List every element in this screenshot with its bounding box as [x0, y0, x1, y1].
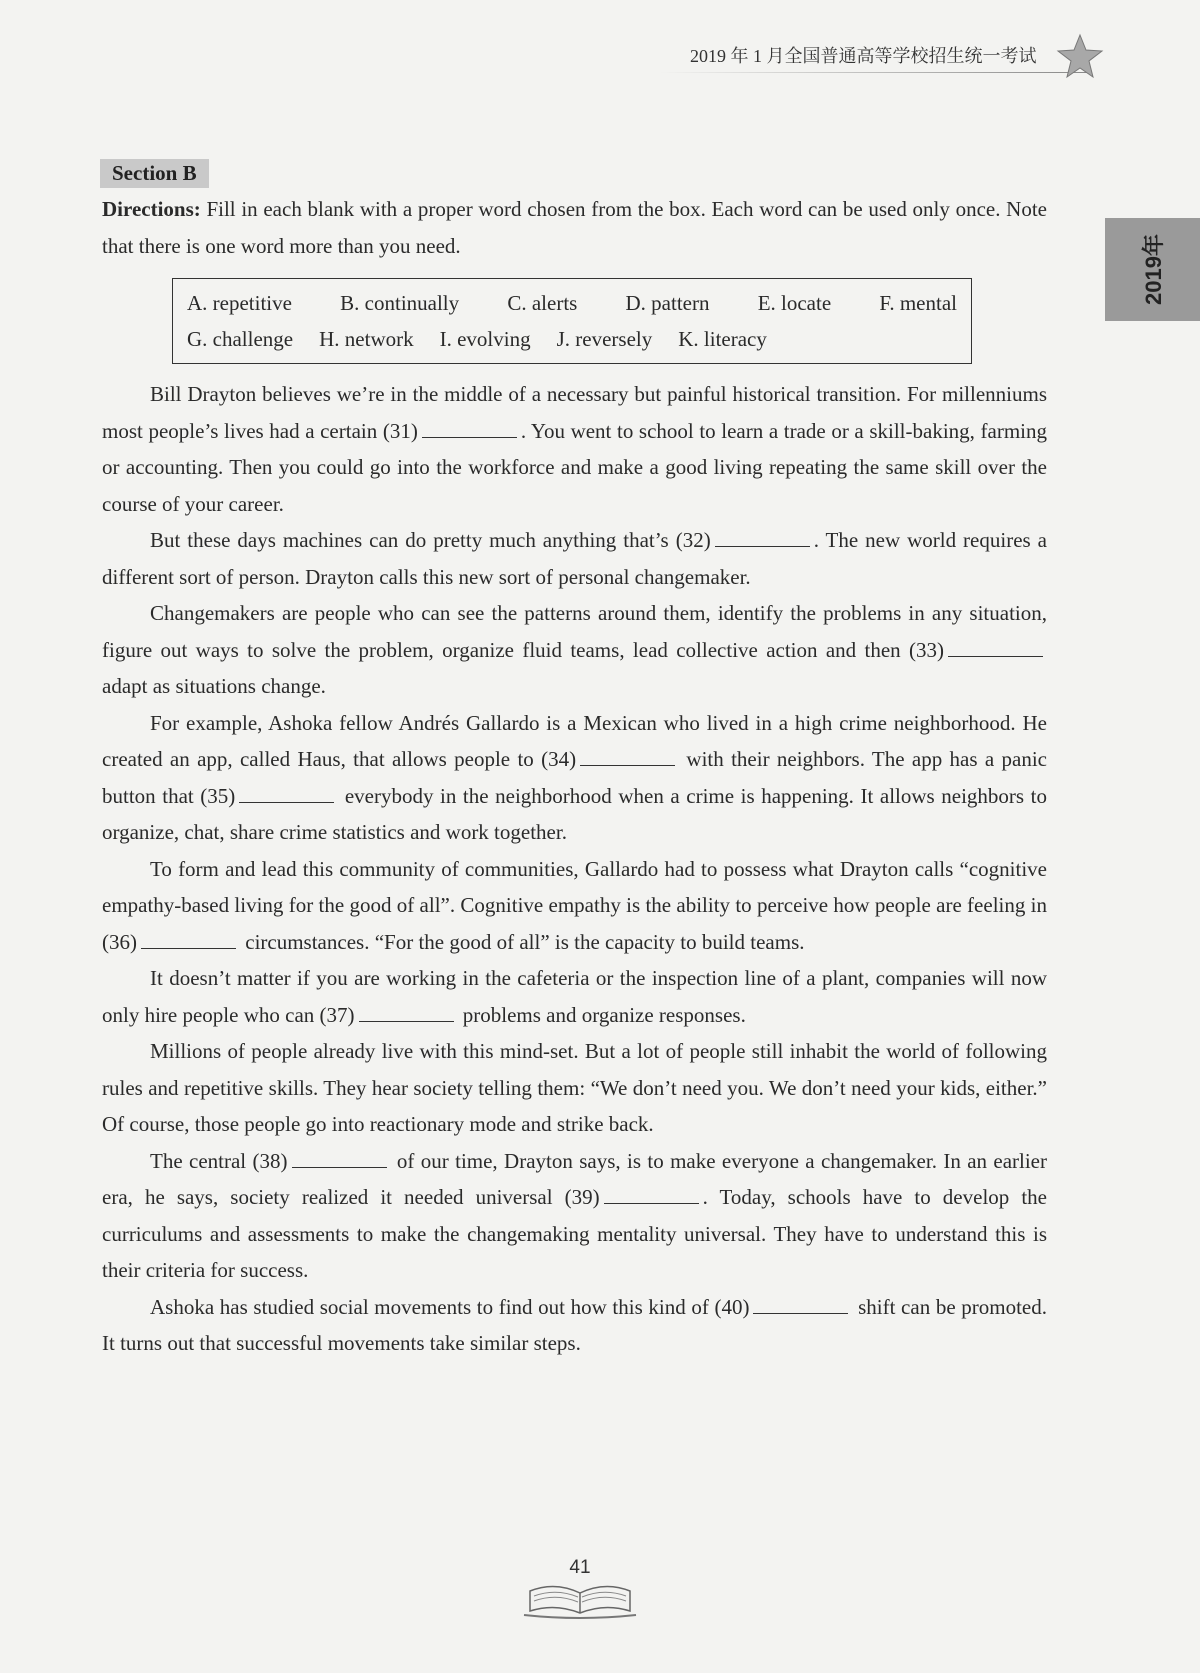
- word-option: A. repetitive: [187, 291, 292, 315]
- year-side-tab-label: 2019年: [1140, 234, 1166, 305]
- blank-number-35: (35): [200, 783, 236, 808]
- text: of our time, Drayton says, is to make everyone a changemaker. In an earlier era, he says, society realized it needed universal: [102, 1148, 1047, 1209]
- text: adapt as situations change.: [102, 674, 326, 698]
- blank-36[interactable]: [141, 930, 236, 949]
- word-box: [172, 278, 972, 364]
- blank-number-39: (39): [564, 1185, 600, 1209]
- blank-number-38: (38): [252, 1148, 288, 1173]
- paragraph-8: [102, 1143, 1047, 1289]
- text: shift can be promoted. It turns out that successful movements take similar steps.: [102, 1294, 1048, 1355]
- word-option: G. challenge: [187, 327, 294, 351]
- text: Changemakers are people who can see the patterns around them, identify the problems in any situation, figure out ways to solve the problem, organize fluid teams, lead collective action and then: [102, 601, 1047, 662]
- blank-35[interactable]: [239, 784, 334, 803]
- text: . The new world requires a different sort of person. Drayton calls this new sort of personal changemaker.: [102, 528, 1047, 589]
- word-row-1: [187, 285, 957, 321]
- word-option: F. mental: [879, 291, 957, 315]
- header-rule: [660, 72, 1090, 73]
- word-row-2: [187, 321, 957, 357]
- text: It doesn’t matter if you are working in the cafeteria or the inspection line of a plant, companies will now only hire people who can: [102, 966, 1047, 1027]
- paragraph-5: [102, 851, 1047, 961]
- blank-number-40: (40): [714, 1294, 750, 1319]
- paragraph-4: [102, 705, 1047, 851]
- word-option: K. literacy: [678, 327, 767, 351]
- word-option: I. evolving: [439, 327, 531, 351]
- blank-38[interactable]: [292, 1149, 387, 1168]
- text: with their neighbors. The app has a panic button that: [102, 747, 1047, 808]
- paragraph-2: [102, 522, 1047, 595]
- blank-number-32: (32): [675, 528, 711, 552]
- blank-number-37: (37): [319, 1002, 355, 1027]
- page-number: 41: [569, 1557, 591, 1578]
- text: circumstances. “For the good of all” is the capacity to build teams.: [240, 929, 805, 954]
- text: Ashoka has studied social movements to find out how this kind of: [150, 1294, 715, 1319]
- blank-number-31: (31): [382, 418, 418, 443]
- word-option: B. continually: [340, 291, 460, 315]
- word-option: C. alerts: [507, 291, 578, 315]
- paragraph-3: [102, 595, 1047, 705]
- blank-number-36: (36): [102, 929, 137, 954]
- word-option: E. locate: [757, 291, 832, 315]
- word-option: H. network: [319, 327, 414, 351]
- text: For example, Ashoka fellow Andrés Gallardo is a Mexican who lived in a high crime neighborhood. He created an app, called Haus, that allows people to: [102, 710, 1047, 771]
- blank-37[interactable]: [359, 1003, 454, 1022]
- blank-40[interactable]: [753, 1295, 848, 1314]
- blank-number-34: (34): [541, 747, 577, 771]
- paragraph-9: [102, 1289, 1047, 1362]
- open-book-icon: [520, 1581, 640, 1621]
- text: . You went to school to learn a trade or a skill-baking, farming or accounting. Then you could go into the workforce and make a good living repeating the same skill over the course of your career.: [102, 418, 1047, 516]
- directions-text: Fill in each blank with a proper word chosen from the box. Each word can be used only once. Note that there is one word more than you need.: [102, 197, 1047, 258]
- text: Bill Drayton believes we’re in the middle of a necessary but painful historical transition. For millenniums most people’s lives had a certain: [102, 382, 1047, 443]
- text: The central: [150, 1148, 253, 1173]
- paragraph-7: Millions of people already live with this mind-set. But a lot of people still inhabit the world of following rules and repetitive skills. They hear society telling them: “We don’t need you. We don’t need your kids, either.” Of course, those people go into reactionary mode and strike back.: [102, 1039, 1047, 1136]
- paragraph-1: [102, 376, 1047, 522]
- blank-39[interactable]: [604, 1185, 699, 1204]
- word-option: D. pattern: [625, 291, 710, 315]
- blank-number-33: (33): [909, 637, 944, 662]
- blank-33[interactable]: [948, 638, 1043, 657]
- directions: [102, 191, 1047, 264]
- main-content: [102, 191, 1047, 1362]
- word-option: J. reversely: [556, 327, 653, 351]
- text: But these days machines can do pretty much anything that’s: [150, 528, 676, 552]
- blank-34[interactable]: [580, 747, 675, 766]
- year-side-tab: [1105, 218, 1200, 321]
- page-footer: [520, 1555, 640, 1625]
- paragraph-6: [102, 960, 1047, 1033]
- running-header: 2019 年 1 月全国普通高等学校招生统一考试: [690, 46, 1037, 66]
- blank-32[interactable]: [715, 528, 810, 547]
- blank-31[interactable]: [422, 419, 517, 438]
- section-label: Section B: [100, 159, 209, 188]
- text: everybody in the neighborhood when a crime is happening. It allows neighbors to organize, chat, share crime statistics and work together.: [102, 783, 1047, 844]
- text: problems and organize responses.: [457, 1002, 746, 1027]
- directions-label: Directions:: [102, 197, 201, 221]
- text: . Today, schools have to develop the curriculums and assessments to make the changemaking mentality universal. They have to understand this is their criteria for success.: [102, 1185, 1047, 1282]
- text: To form and lead this community of communities, Gallardo had to possess what Drayton calls “cognitive empathy-based living for the good of all”. Cognitive empathy is the ability to perceive how people are feeling in: [102, 856, 1047, 917]
- star-icon: [1055, 32, 1105, 82]
